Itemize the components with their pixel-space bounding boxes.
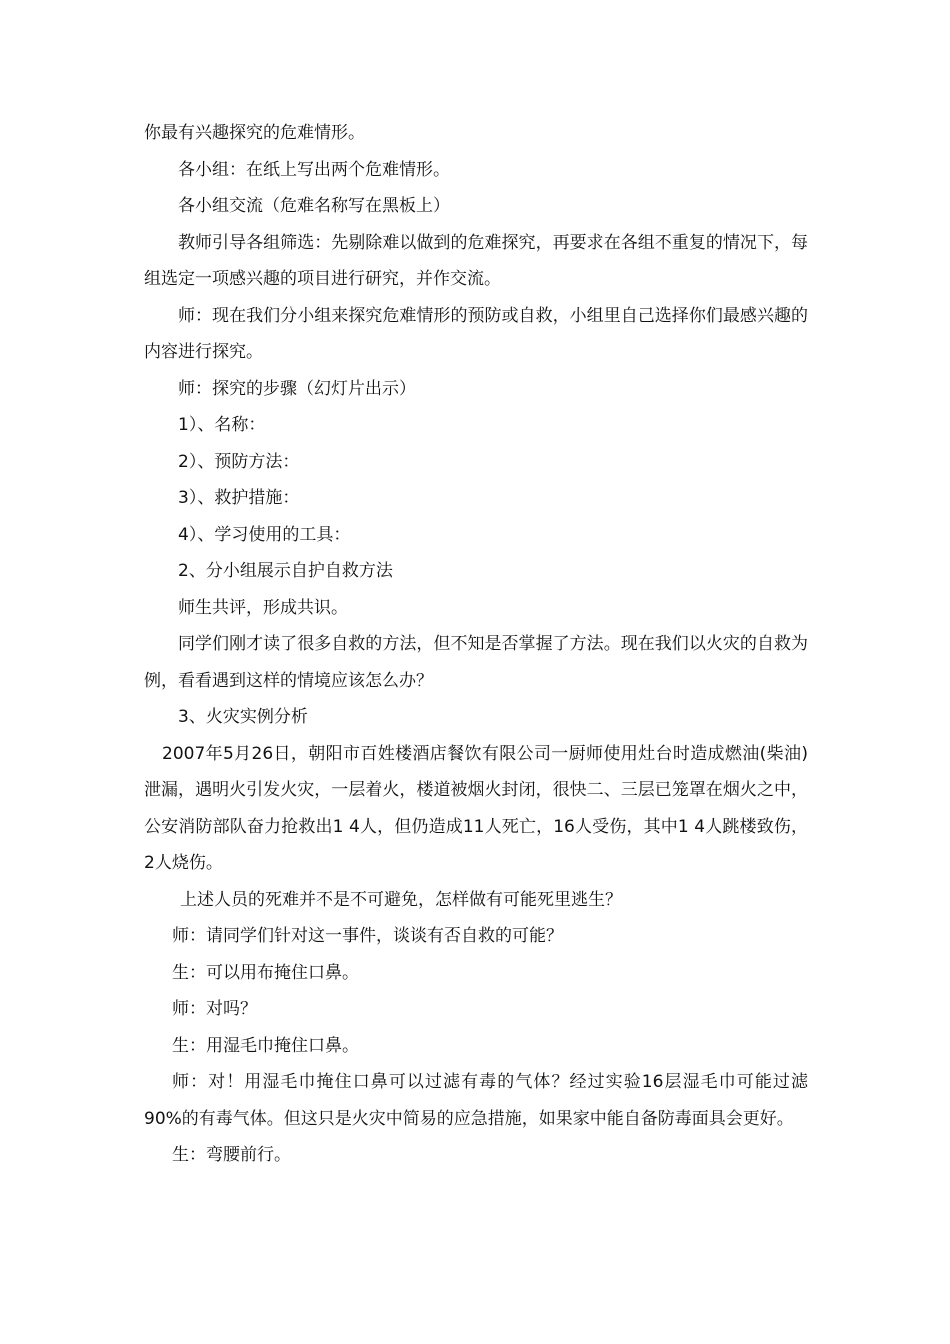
paragraph-transition: 同学们刚才读了很多自救的方法，但不知是否掌握了方法。现在我们以火灾的自救为例，看看遇到这样的情境应该怎么办？: [144, 634, 808, 691]
dialogue-teacher-1: 师：请同学们针对这一事件，谈谈有否自救的可能？: [172, 926, 563, 946]
list-item-name: 1）、名称：: [178, 415, 266, 435]
paragraph-consensus: 师生共评，形成共识。: [178, 597, 348, 618]
paragraph-fire-case: 2007年5月26日，朝阳市百姓楼酒店餐饮有限公司一厨师使用灶台时造成燃油(柴油)泄漏，遇明火引发火灾，一层着火，楼道被烟火封闭，很快二、三层已笼罩在烟火之中，公安消防部队奋力抢救出1 4人，但仍造成11人死亡，16人受伤，其中1 4人跳楼致伤，2人烧伤。: [144, 743, 808, 873]
paragraph-intro: 你最有兴趣探究的危难情形。: [144, 123, 365, 143]
dialogue-teacher-2: 师：对吗？: [172, 999, 257, 1019]
paragraph-group-exchange: 各小组交流（危难名称写在黑板上）: [178, 196, 450, 216]
document-body: [144, 115, 808, 1174]
paragraph-teacher-guide: 教师引导各组筛选：先剔除难以做到的危难探究，再要求在各组不重复的情况下，每组选定一项感兴趣的项目进行研究，并作交流。: [144, 232, 808, 289]
dialogue-student-3: 生：弯腰前行。: [172, 1145, 291, 1165]
paragraph-steps-heading: 师：探究的步骤（幻灯片出示）: [178, 378, 416, 399]
list-item-tools: 4）、学习使用的工具：: [178, 524, 351, 545]
paragraph-question: 上述人员的死难并不是不可避免，怎样做有可能死里逃生？: [180, 889, 622, 910]
section-heading-fire: 3、火灾实例分析: [178, 707, 308, 727]
dialogue-student-1: 生：可以用布掩住口鼻。: [172, 962, 359, 983]
dialogue-student-2: 生：用湿毛巾掩住口鼻。: [172, 1035, 359, 1056]
dialogue-teacher-3: 师：对！用湿毛巾掩住口鼻可以过滤有毒的气体？经过实验16层湿毛巾可能过滤90%的有毒气体。但这只是火灾中简易的应急措施，如果家中能自备防毒面具会更好。: [144, 1072, 808, 1129]
paragraph-teacher-explore: 师：现在我们分小组来探究危难情形的预防或自救，小组里自己选择你们最感兴趣的内容进行探究。: [144, 305, 808, 362]
list-item-prevention: 2）、预防方法：: [178, 451, 300, 472]
paragraph-group-task: 各小组：在纸上写出两个危难情形。: [178, 159, 450, 180]
section-heading-show: 2、分小组展示自护自救方法: [178, 561, 393, 581]
list-item-rescue: 3）、救护措施：: [178, 488, 300, 508]
